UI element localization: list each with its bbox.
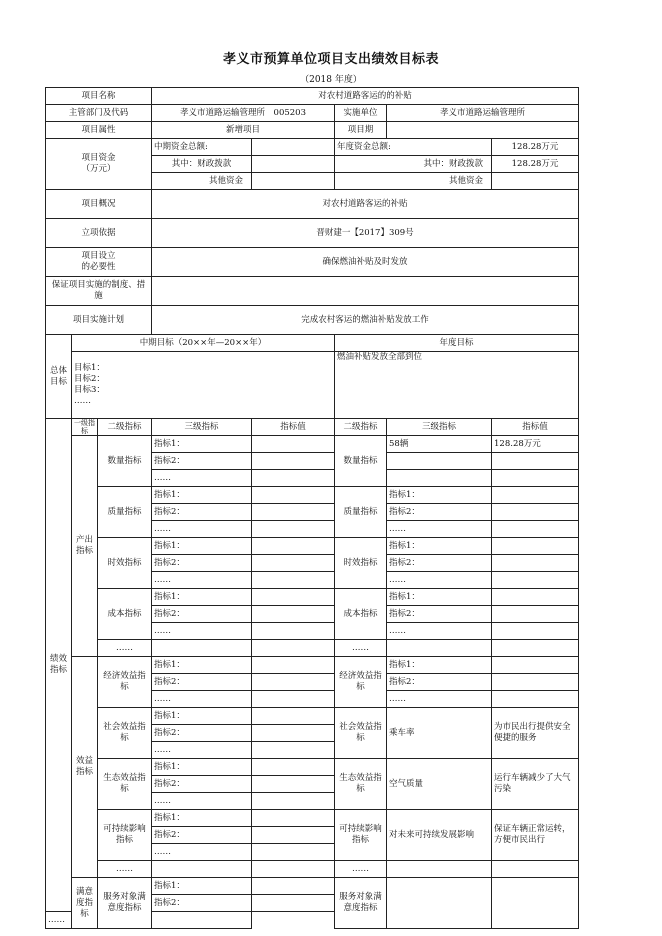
year-indicator-more: …… xyxy=(387,572,492,589)
indicator-value xyxy=(252,793,335,810)
year-total-label: 年度资金总额: xyxy=(335,139,492,156)
year-eco-ind: 空气质量 xyxy=(387,759,492,810)
quality-indicator: 质量指标 xyxy=(98,487,152,538)
indicator-more: …… xyxy=(152,742,252,759)
year-indicator-2: 指标2： xyxy=(387,606,492,623)
year-level3-header: 三级指标 xyxy=(387,419,492,436)
year-indicator-1: 指标1： xyxy=(387,538,492,555)
year-indicator-value xyxy=(492,572,579,589)
year-indicator-more: …… xyxy=(387,623,492,640)
indicator-2: 指标2： xyxy=(152,895,252,912)
indicator-2: 指标2： xyxy=(152,725,252,742)
year-indicator-value xyxy=(492,861,579,878)
year-other-label: 其他资金 xyxy=(335,173,492,190)
indicator-more: …… xyxy=(152,521,252,538)
year-output-more: …… xyxy=(335,640,387,657)
indicator-value xyxy=(252,555,335,572)
indicator-value xyxy=(252,674,335,691)
year-indicator-more: …… xyxy=(387,521,492,538)
year-indicator-value xyxy=(492,538,579,555)
attr-value: 新增项目 xyxy=(152,122,335,139)
indicator-1: 指标1： xyxy=(152,810,252,827)
project-name-label: 项目名称 xyxy=(46,88,152,105)
satisfaction-indicator-label: 满意度指标 xyxy=(72,878,98,929)
indicator-value xyxy=(252,623,335,640)
year-indicator xyxy=(387,878,492,929)
indicator-more: …… xyxy=(152,691,252,708)
indicator-value xyxy=(252,878,335,895)
year-indicator-1: 指标1： xyxy=(387,487,492,504)
year-indicator-value xyxy=(492,555,579,572)
year-indicator-value xyxy=(492,878,579,929)
period-label: 项目期 xyxy=(335,122,387,139)
indicator-value xyxy=(252,827,335,844)
quantity-indicator: 数量指标 xyxy=(98,436,152,487)
indicator-value xyxy=(152,912,252,929)
year-indicator xyxy=(387,640,492,657)
mid-fiscal-value xyxy=(252,156,335,173)
plan-value: 完成农村客运的燃油补贴发放工作 xyxy=(152,306,579,335)
indicator-value xyxy=(252,844,335,861)
mid-total-label: 中期资金总额: xyxy=(152,139,252,156)
indicator-more: …… xyxy=(152,623,252,640)
mid-goal-line: …… xyxy=(74,396,91,406)
year-sustain-indicator: 可持续影响指标 xyxy=(335,810,387,861)
indicator-value xyxy=(252,861,335,878)
indicator-value xyxy=(252,504,335,521)
perf-indicator-label: 绩效指标 xyxy=(46,419,72,912)
basis-value: 晋财建一【2017】309号 xyxy=(152,219,579,248)
indicator-value xyxy=(252,521,335,538)
plan-label: 项目实施计划 xyxy=(46,306,152,335)
social-indicator: 社会效益指标 xyxy=(98,708,152,759)
indicator-value xyxy=(252,895,335,912)
year-fiscal-label: 其中：财政拨款 xyxy=(335,156,492,173)
year-goal-header: 年度目标 xyxy=(335,335,579,352)
indicator-more: …… xyxy=(152,844,252,861)
indicator-value xyxy=(252,640,335,657)
year-quantity-ind1: 58辆 xyxy=(387,436,492,453)
mid-other-value xyxy=(252,173,335,190)
indicator-blank xyxy=(152,861,252,878)
indicator-value xyxy=(252,470,335,487)
indicator-value xyxy=(252,708,335,725)
year-indicator-value xyxy=(492,623,579,640)
project-name-value: 对农村道路客运的的补贴 xyxy=(152,88,579,105)
year-other-value xyxy=(492,173,579,190)
year-indicator-value xyxy=(492,657,579,674)
necessity-value: 确保燃油补贴及时发放 xyxy=(152,248,579,277)
indicator-1: 指标1： xyxy=(152,589,252,606)
year-service-indicator: 服务对象满意度指标 xyxy=(335,878,387,929)
year-indicator xyxy=(387,861,492,878)
year-level2-header: 二级指标 xyxy=(335,419,387,436)
year-indicator xyxy=(387,470,492,487)
econ-indicator: 经济效益指标 xyxy=(98,657,152,708)
attr-label: 项目属性 xyxy=(46,122,152,139)
cost-indicator: 成本指标 xyxy=(98,589,152,640)
mid-goal-content xyxy=(72,352,335,419)
guarantee-value xyxy=(152,277,579,306)
indicator-value xyxy=(252,436,335,453)
year-indicator-value xyxy=(492,674,579,691)
overview-label: 项目概况 xyxy=(46,190,152,219)
sustain-indicator: 可持续影响指标 xyxy=(98,810,152,861)
service-indicator: 服务对象满意度指标 xyxy=(98,878,152,929)
year-indicator-value xyxy=(492,521,579,538)
guarantee-label: 保证项目实施的制度、措施 xyxy=(46,277,152,306)
year-goal-content: 燃油补贴发放全部到位 xyxy=(335,352,579,419)
necessity-label: 项目设立 的必要性 xyxy=(46,248,152,277)
year-indicator-value xyxy=(492,640,579,657)
indicator-value xyxy=(252,606,335,623)
year-indicator-1: 指标1： xyxy=(387,657,492,674)
indicator-value xyxy=(252,759,335,776)
year-indicator-value xyxy=(492,606,579,623)
page-title: 孝义市预算单位项目支出绩效目标表 xyxy=(222,52,439,67)
level2-header: 二级指标 xyxy=(98,419,152,436)
year-quantity-indicator: 数量指标 xyxy=(335,436,387,487)
indicator-1: 指标1： xyxy=(152,878,252,895)
year-indicator-value xyxy=(492,691,579,708)
year-fiscal-value: 128.28万元 xyxy=(492,156,579,173)
performance-target-table xyxy=(45,87,579,929)
value-header: 指标值 xyxy=(252,419,335,436)
year-indicator-value xyxy=(492,589,579,606)
indicator-2: 指标2： xyxy=(152,606,252,623)
year-eco-val: 运行车辆减少了大气污染 xyxy=(492,759,579,810)
indicator-more: …… xyxy=(152,572,252,589)
year-indicator-value xyxy=(492,487,579,504)
year-sustain-val: 保证车辆正常运转，方便市民出行 xyxy=(492,810,579,861)
indicator-value xyxy=(252,487,335,504)
year-econ-indicator: 经济效益指标 xyxy=(335,657,387,708)
indicator-1: 指标1： xyxy=(152,538,252,555)
year-indicator-2: 指标2： xyxy=(387,674,492,691)
indicator-blank xyxy=(152,640,252,657)
indicator-value xyxy=(252,572,335,589)
indicator-1: 指标1： xyxy=(152,759,252,776)
year-timeliness-indicator: 时效指标 xyxy=(335,538,387,589)
benefit-more: …… xyxy=(98,861,152,878)
overview-value: 对农村道路客运的补贴 xyxy=(152,190,579,219)
year-indicator-value xyxy=(492,470,579,487)
year-indicator-more: …… xyxy=(387,691,492,708)
indicator-value xyxy=(252,742,335,759)
mid-goal-header: 中期目标（20××年—20××年） xyxy=(72,335,335,352)
year-indicator-2: 指标2： xyxy=(387,504,492,521)
year-quality-indicator: 质量指标 xyxy=(335,487,387,538)
indicator-value xyxy=(252,776,335,793)
fund-label: 项目资金 （万元） xyxy=(46,139,152,190)
year-indicator-2: 指标2： xyxy=(387,555,492,572)
indicator-2: 指标2： xyxy=(152,674,252,691)
dept-label: 主管部门及代码 xyxy=(46,105,152,122)
overall-goal-label: 总体目标 xyxy=(46,335,72,419)
indicator-value xyxy=(252,691,335,708)
indicator-2: 指标2： xyxy=(152,453,252,470)
impl-value: 孝义市道路运输管理所 xyxy=(387,105,579,122)
indicator-more: …… xyxy=(46,912,72,929)
indicator-2: 指标2： xyxy=(152,827,252,844)
indicator-value xyxy=(252,589,335,606)
mid-total-value xyxy=(252,139,335,156)
year-total-value: 128.28万元 xyxy=(492,139,579,156)
timeliness-indicator: 时效指标 xyxy=(98,538,152,589)
year-social-val: 为市民出行提供安全便捷的服务 xyxy=(492,708,579,759)
basis-label: 立项依据 xyxy=(46,219,152,248)
period-value xyxy=(387,122,579,139)
indicator-more: …… xyxy=(152,793,252,810)
year-social-ind: 乘车率 xyxy=(387,708,492,759)
year-eco-indicator: 生态效益指标 xyxy=(335,759,387,810)
mid-goal-line: 目标2： xyxy=(74,374,105,384)
mid-goal-line: 目标3： xyxy=(74,385,105,395)
fiscal-year: （2018 年度） xyxy=(300,75,362,85)
eco-indicator: 生态效益指标 xyxy=(98,759,152,810)
mid-goal-line: 目标1： xyxy=(74,363,105,373)
indicator-value xyxy=(252,657,335,674)
indicator-value xyxy=(252,810,335,827)
year-benefit-more: …… xyxy=(335,861,387,878)
mid-fiscal-label: 其中：财政拨款 xyxy=(152,156,252,173)
benefit-indicator-label: 效益指标 xyxy=(72,657,98,878)
year-quantity-val1: 128.28万元 xyxy=(492,436,579,453)
year-indicator-value xyxy=(492,453,579,470)
year-indicator-value xyxy=(492,504,579,521)
year-sustain-ind: 对未来可持续发展影响 xyxy=(387,810,492,861)
indicator-2: 指标2： xyxy=(152,555,252,572)
indicator-more: …… xyxy=(152,470,252,487)
indicator-value xyxy=(252,538,335,555)
indicator-value xyxy=(252,453,335,470)
impl-label: 实施单位 xyxy=(335,105,387,122)
indicator-1: 指标1： xyxy=(152,487,252,504)
level3-header: 三级指标 xyxy=(152,419,252,436)
mid-other-label: 其他资金 xyxy=(152,173,252,190)
indicator-2: 指标2： xyxy=(152,776,252,793)
year-indicator-1: 指标1： xyxy=(387,589,492,606)
indicator-value xyxy=(252,725,335,742)
year-social-indicator: 社会效益指标 xyxy=(335,708,387,759)
indicator-2: 指标2： xyxy=(152,504,252,521)
year-value-header: 指标值 xyxy=(492,419,579,436)
output-more: …… xyxy=(98,640,152,657)
indicator-1: 指标1： xyxy=(152,708,252,725)
year-indicator xyxy=(387,453,492,470)
indicator-1: 指标1： xyxy=(152,657,252,674)
output-indicator-label: 产出指标 xyxy=(72,436,98,657)
level1-header: 一级指标 xyxy=(72,419,98,436)
dept-value: 孝义市道路运输管理所 005203 xyxy=(152,105,335,122)
year-cost-indicator: 成本指标 xyxy=(335,589,387,640)
indicator-1: 指标1： xyxy=(152,436,252,453)
